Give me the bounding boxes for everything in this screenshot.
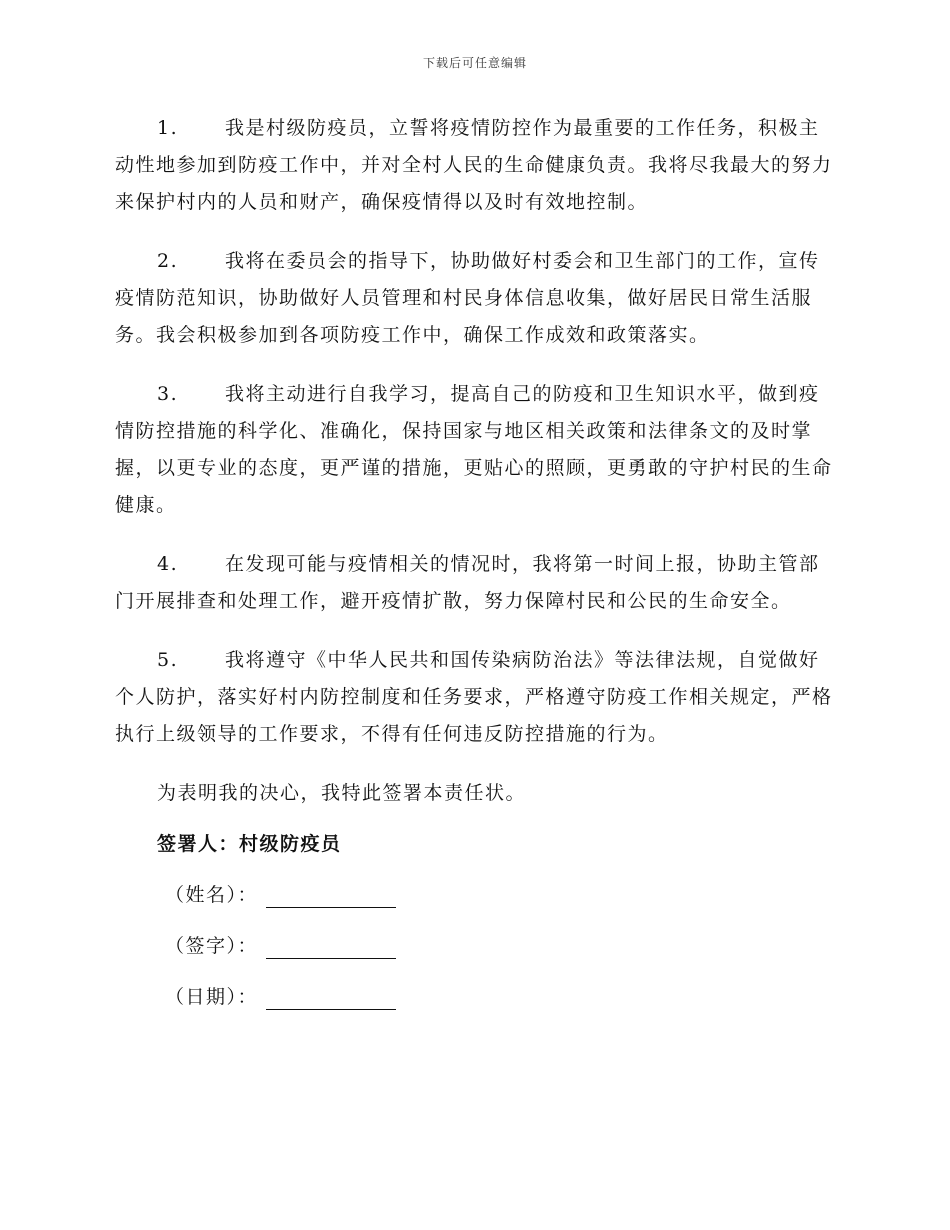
paragraph-text: 我是村级防疫员，立誓将疫情防控作为最重要的工作任务，积极主动性地参加到防疫工作中，并对全村人民的生命健康负责。我将尽我最大的努力来保护村内的人员和财产，确保疫情得以及时有效地控制。 [115,117,833,213]
paragraph-text: 在发现可能与疫情相关的情况时，我将第一时间上报，协助主管部门开展排查和处理工作，避开疫情扩散，努力保障村民和公民的生命安全。 [115,553,820,612]
signature-field [115,928,835,965]
paragraph-text: 我将遵守《中华人民共和国传染病防治法》等法律法规，自觉做好个人防护，落实好村内防控制度和任务要求，严格遵守防疫工作相关规定，严格执行上级领导的工作要求，不得有任何违反防控措施的行为。 [115,649,833,745]
name-field-label: （姓名）： [165,884,259,906]
paragraph-5 [115,642,835,753]
paragraph-text: 我将在委员会的指导下，协助做好村委会和卫生部门的工作，宣传疫情防范知识，协助做好人员管理和村民身体信息收集，做好居民日常生活服务。我会积极参加到各项防疫工作中，确保工作成效和政策落实。 [115,250,820,346]
paragraph-number: 2. [157,250,179,272]
paragraph-number: 4. [157,553,179,575]
name-blank-line[interactable] [266,883,396,908]
date-field-label: （日期）： [165,986,259,1008]
date-field [115,979,835,1016]
page-header: 下载后可任意编辑 [422,56,527,70]
paragraph-3 [115,376,835,524]
document-body [115,110,835,1030]
date-blank-line[interactable] [266,985,396,1010]
paragraph-2 [115,243,835,354]
paragraph-4 [115,546,835,620]
name-field [115,877,835,914]
signature-field-label: （签字）： [165,935,259,957]
paragraph-number: 5. [157,649,179,671]
closing-statement: 为表明我的决心，我特此签署本责任状。 [157,782,527,804]
paragraph-1 [115,110,835,221]
signer-line: 签署人：村级防疫员 [157,833,342,855]
paragraph-number: 3. [157,383,179,405]
paragraph-text: 我将主动进行自我学习，提高自己的防疫和卫生知识水平，做到疫情防控措施的科学化、准确化，保持国家与地区相关政策和法律条文的及时掌握，以更专业的态度，更严谨的措施，更贴心的照顾，更勇敢的守护村民的生命健康。 [115,383,833,516]
paragraph-number: 1. [157,117,179,139]
signature-blank-line[interactable] [266,934,396,959]
